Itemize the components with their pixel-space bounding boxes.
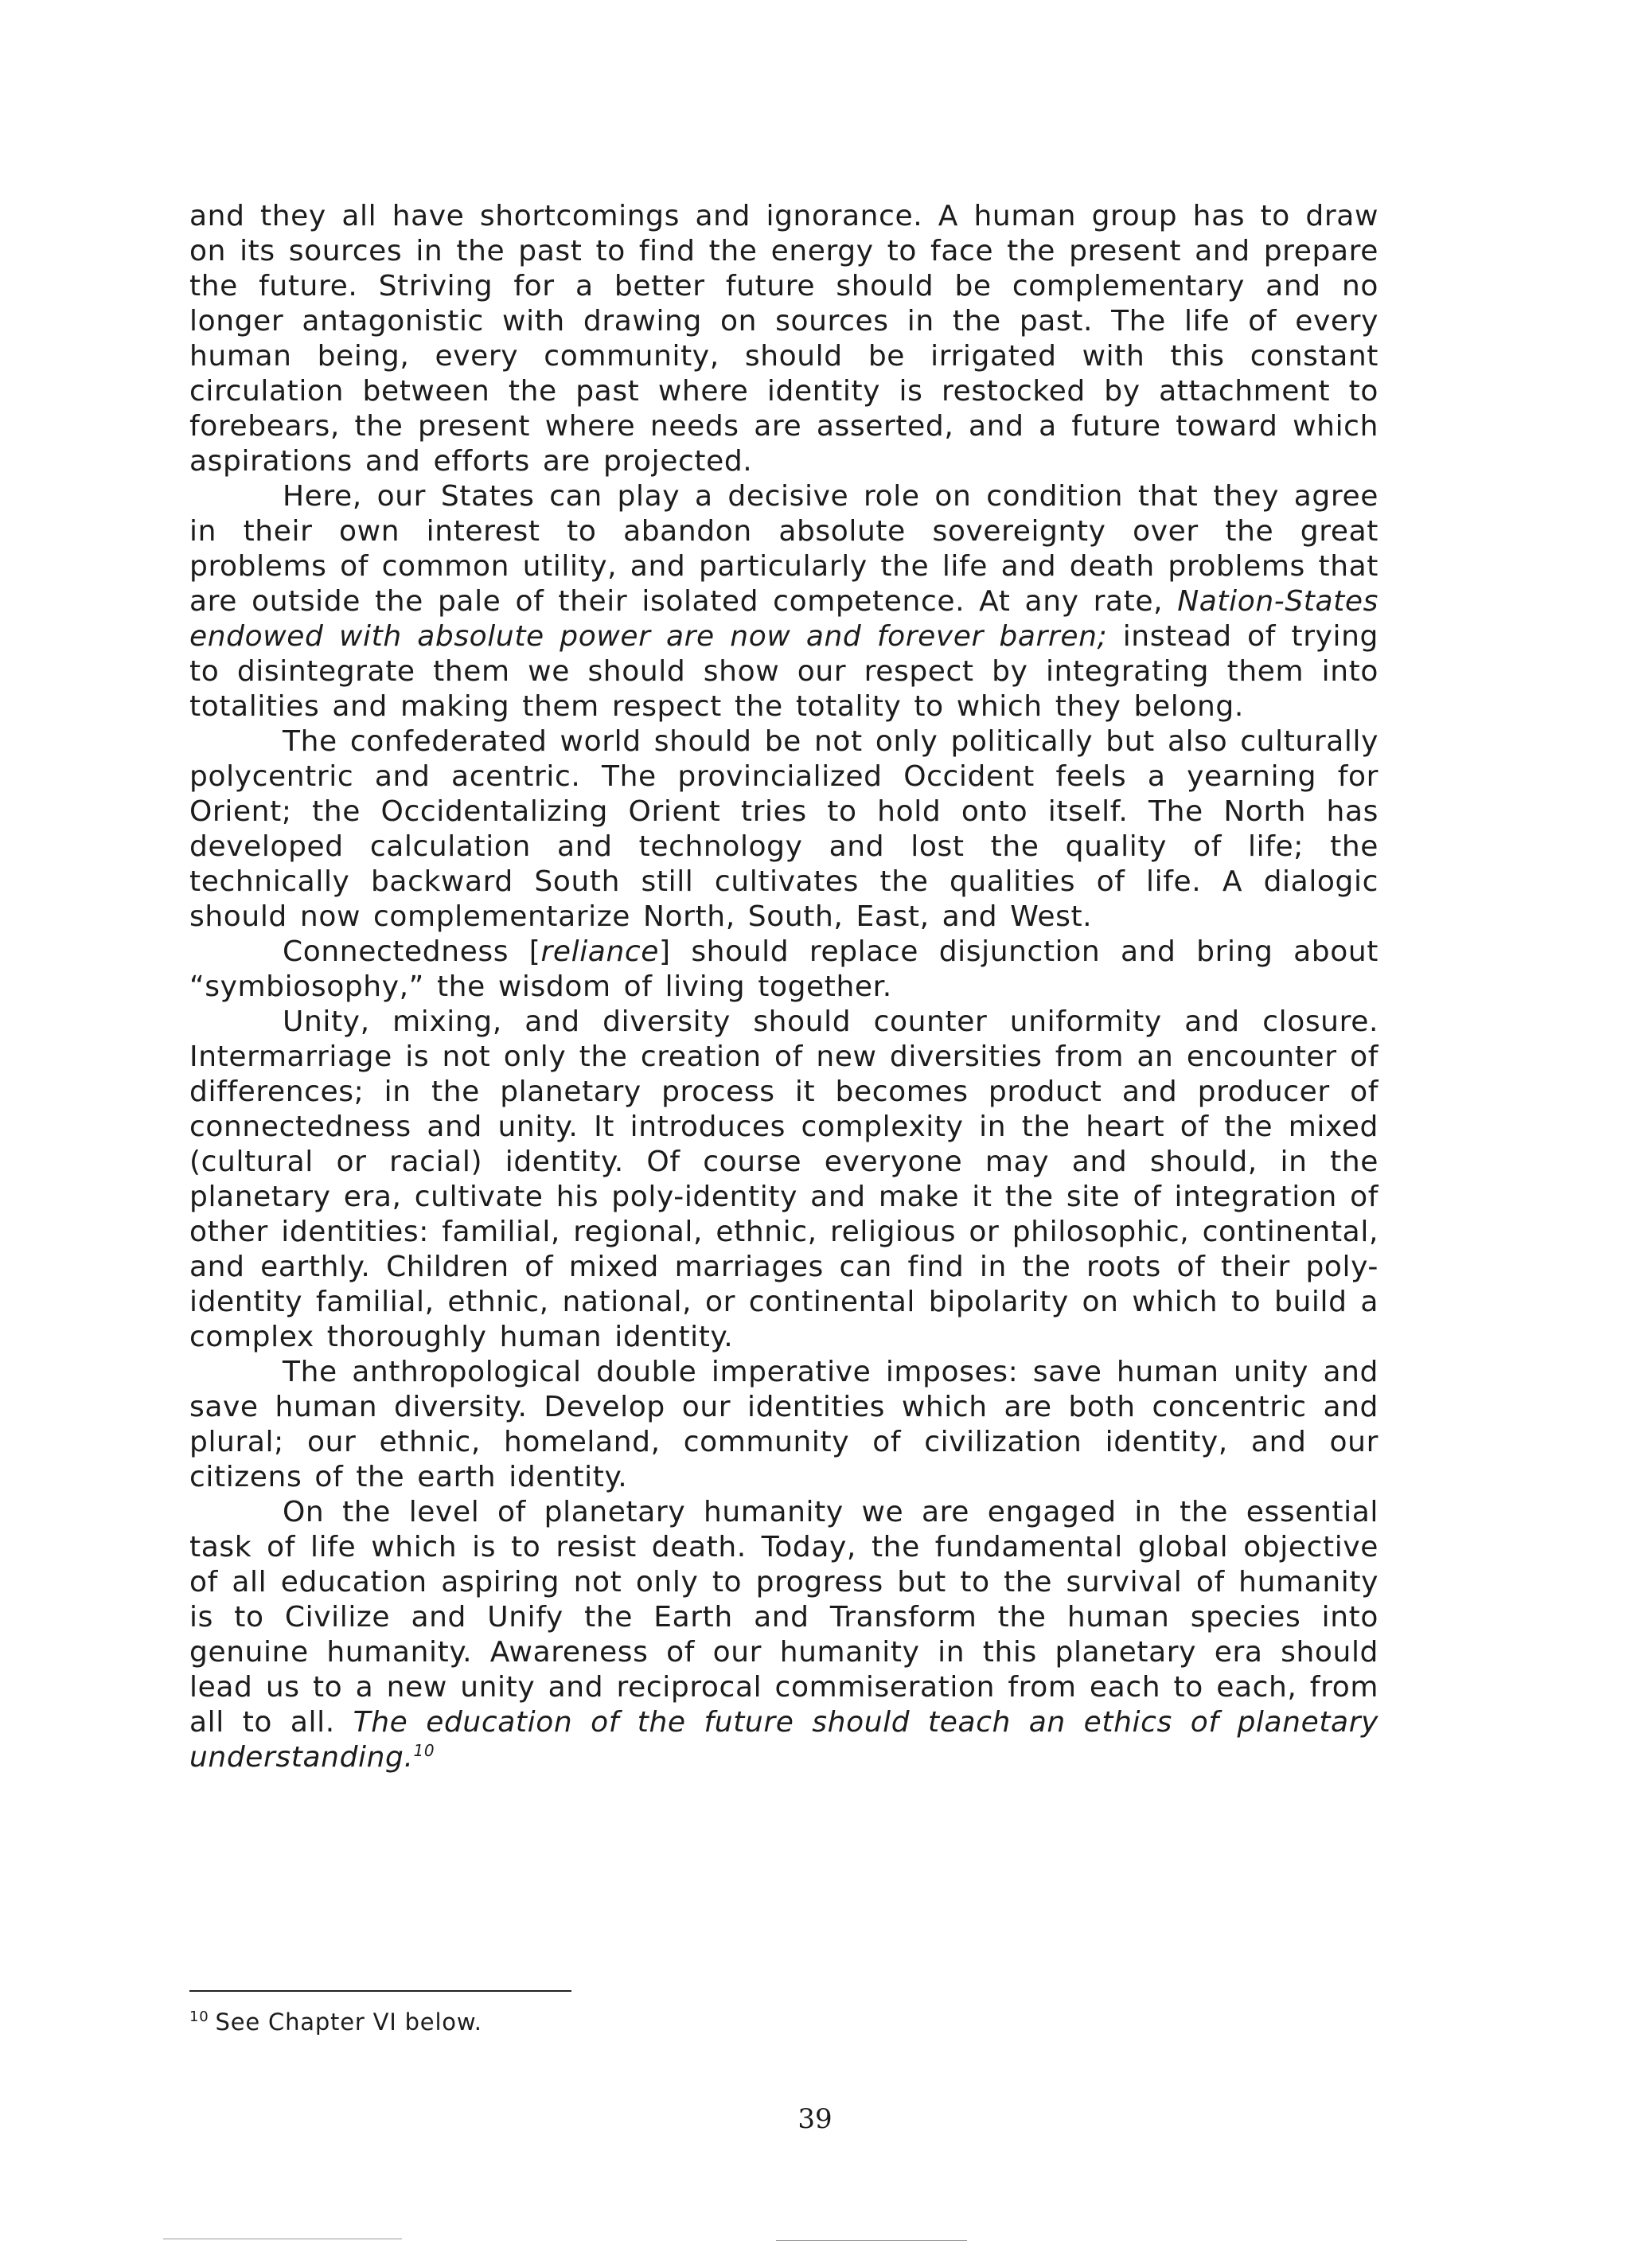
paragraph-7-text-before: On the level of planetary humanity we are engaged in the essential task of life which is to resist death. Today, the fundamental global objective of all education aspiring not only to progress but to the survival of humanity is to Civilize and Unify the Earth and Transform the human species into genuine humanity. Awareness of our humanity in this planetary era should lead us to a new unity and reciprocal commiseration from each to each, from all to all.	[189, 1496, 1378, 1739]
paragraph-2	[189, 479, 1378, 724]
paragraph-6	[189, 1355, 1378, 1495]
paragraph-7	[189, 1495, 1378, 1775]
footnote-divider	[189, 1990, 571, 1992]
body-text	[189, 199, 1378, 1775]
paragraph-1-text: and they all have shortcomings and ignorance. A human group has to draw on its sources in the past to find the energy to face the present and prepare the future. Striving for a better future should be complementary and no longer antagonistic with drawing on sources in the past. The life of every human being, every community, should be irrigated with this constant circulation between the past where identity is restocked by attachment to forebears, the present where needs are asserted, and a future toward which aspirations and efforts are projected.	[189, 200, 1378, 478]
paragraph-2-emphasis: Nation-States endowed with absolute power are now and forever barren;	[189, 585, 1378, 653]
paragraph-3	[189, 724, 1378, 935]
footnote-reference[interactable]: 10	[413, 1741, 435, 1760]
paragraph-5-text: Unity, mixing, and diversity should counter uniformity and closure. Intermarriage is not only the creation of new diversities from an encounter of differences; in the planetary process it becomes product and producer of connectedness and unity. It introduces complexity in the heart of the mixed (cultural or racial) identity. Of course everyone may and should, in the planetary era, cultivate his poly-identity and make it the site of integration of other identities: familial, regional, ethnic, religious or philosophic, continental, and earthly. Children of mixed marriages can find in the roots of their poly-identity familial, ethnic, national, or continental bipolarity on which to build a complex thoroughly human identity.	[189, 1005, 1378, 1353]
footnote-text: See Chapter VI below.	[215, 2008, 482, 2036]
paragraph-2-text-before: Here, our States can play a decisive role on condition that they agree in their own interest to abandon absolute sovereignty over the great problems of common utility, and particularly the life and death problems that are outside the pale of their isolated competence. At any rate,	[189, 480, 1378, 618]
paragraph-4-text-after: ] should replace disjunction and bring about “symbiosophy,” the wisdom of living together.	[189, 935, 1378, 1003]
paragraph-7-emphasis: The education of the future should teach an ethics of planetary understanding.	[189, 1706, 1379, 1774]
paragraph-2-text-after: instead of trying to disintegrate them we should show our respect by integrating them into totalities and making them respect the totality to which they belong.	[189, 620, 1378, 723]
scan-artifact-right	[776, 2240, 967, 2241]
paragraph-4-emphasis: reliance	[540, 935, 660, 968]
paragraph-4-text-before: Connectedness [	[283, 935, 541, 968]
paragraph-6-text: The anthropological double imperative imposes: save human unity and save human diversity. Develop our identities which are both concentric and plural; our ethnic, homeland, community of civilization identity, and our citizens of the earth identity.	[189, 1356, 1378, 1493]
footnote	[189, 2006, 482, 2038]
paragraph-1	[189, 199, 1378, 479]
paragraph-4	[189, 935, 1378, 1005]
footnote-number: 10	[189, 2008, 209, 2026]
paragraph-5	[189, 1005, 1378, 1355]
page-number: 39	[797, 2103, 833, 2135]
paragraph-3-text: The confederated world should be not only politically but also culturally polycentric and acentric. The provincialized Occident feels a yearning for Orient; the Occidentalizing Orient tries to hold onto itself. The North has developed calculation and technology and lost the quality of life; the technically backward South still cultivates the qualities of life. A dialogic should now complementarize North, South, East, and West.	[189, 725, 1378, 933]
